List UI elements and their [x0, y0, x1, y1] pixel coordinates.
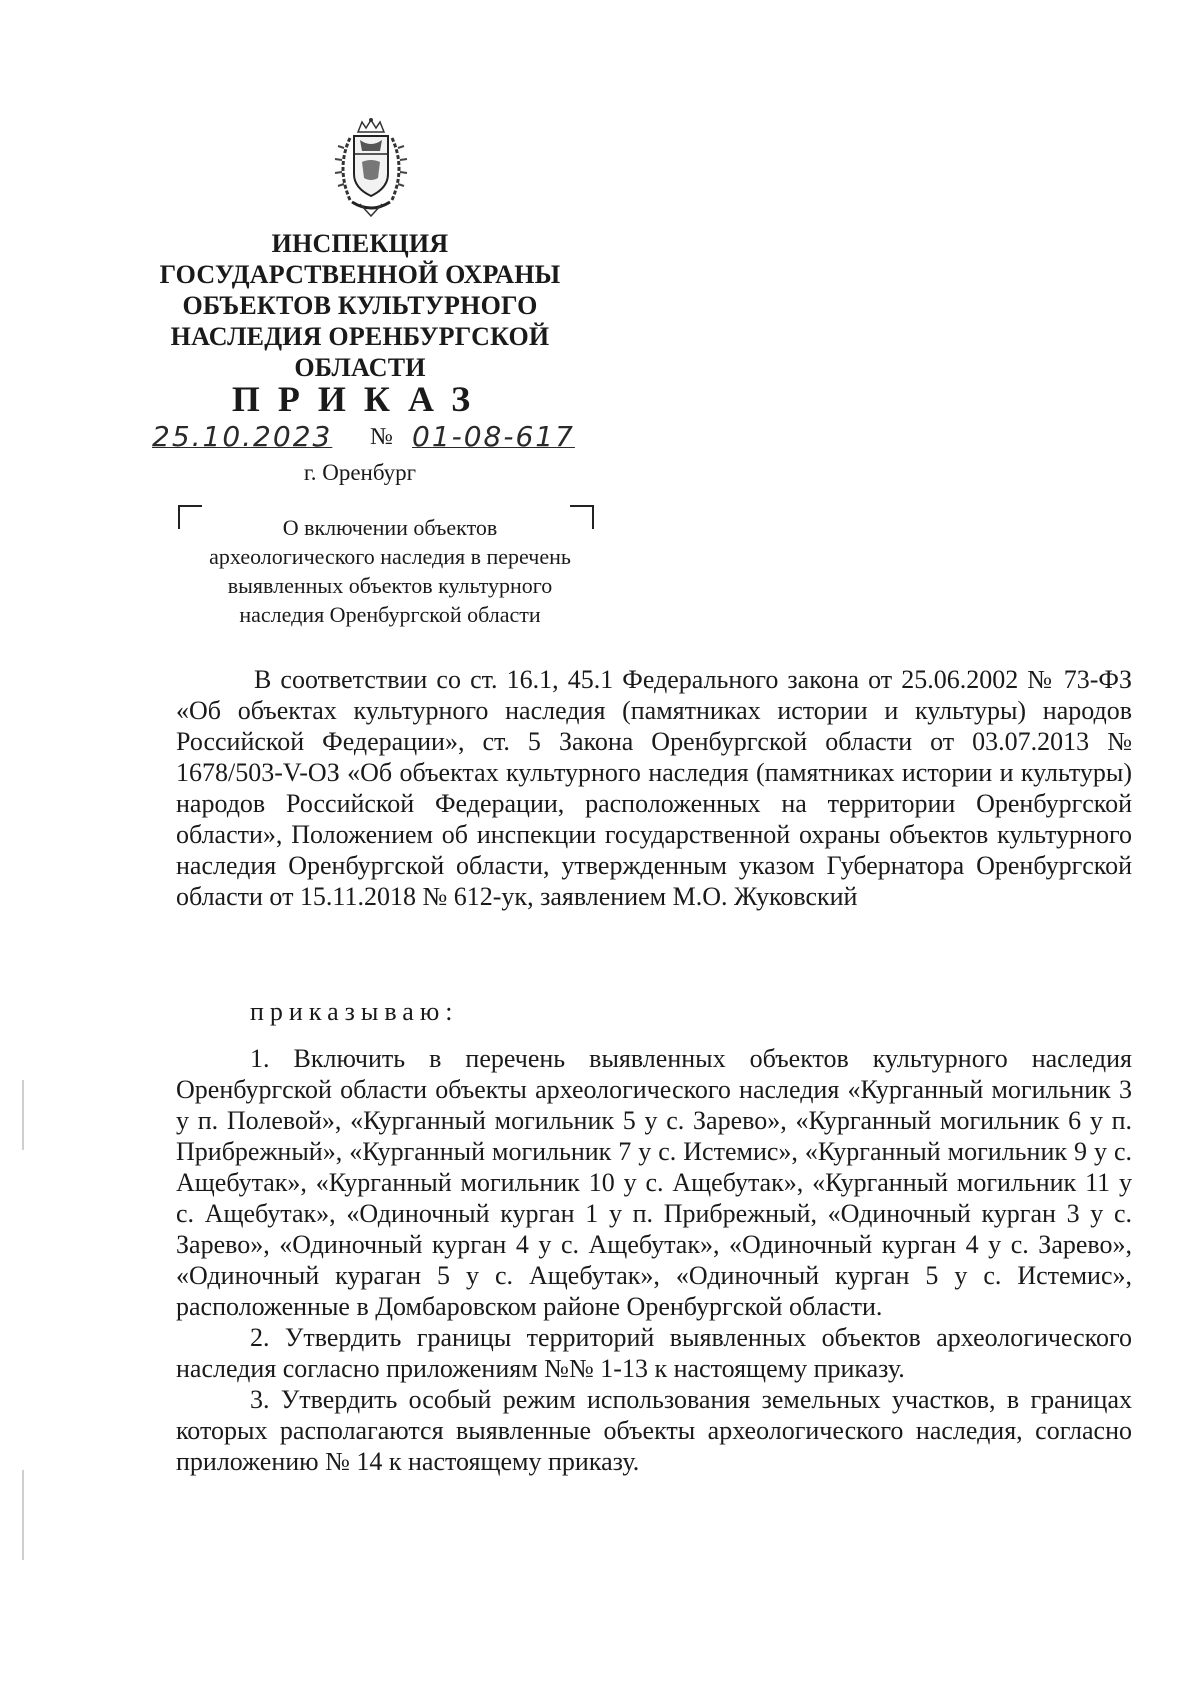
org-line: ГОСУДАРСТВЕННОЙ ОХРАНЫ: [159, 260, 561, 289]
document-type-title: ПРИКАЗ: [231, 379, 489, 419]
subject-line: О включении объектов: [282, 515, 498, 540]
org-line: НАСЛЕДИЯ ОРЕНБУРГСКОЙ: [170, 322, 550, 351]
subject-block: [170, 505, 610, 625]
subject-text: [170, 513, 610, 629]
order-item: 1. Включить в перечень выявленных объектов культурного наследия Оренбургской области объекты археологического наследия «Курганный могильник 3 у п. Полевой», «Курганный могильник 5 у с. Зарево», «Курганный могильник 6 у п. Прибрежный», «Курганный могильник 7 у с. Истемис», «Курганный могильник 9 у с. Ащебутак», «Курганный могильник 10 у с. Ащебутак», «Курганный могильник 11 у с. Ащебутак», «Одиночный курган 1 у п. Прибрежный, «Одиночный курган 3 у с. Зарево», «Одиночный курган 4 у с. Ащебутак», «Одиночный курган 4 у с. Зарево», «Одиночный кураган 5 у с. Ащебутак», «Одиночный курган 5 у с. Истемис», расположенные в Домбаровском районе Оренбургской области.: [176, 1044, 1132, 1321]
order-items: [176, 1043, 1132, 1477]
corner-bracket-right-icon: [570, 505, 594, 529]
preamble-paragraph: В соответствии со ст. 16.1, 45.1 Федерального закона от 25.06.2002 № 73-ФЗ «Об объектах культурного наследия (памятниках истории и культуры) народов Российской Федерации», ст. 5 Закона Оренбургской области от 03.07.2013 № 1678/503-V-ОЗ «Об объектах культурного наследия (памятниках истории и культуры) народов Российской Федерации, расположенных на территории Оренбургской области», Положением об инспекции государственной охраны объектов культурного наследия Оренбургской области, утвержденным указом Губернатора Оренбургской области от 15.11.2018 № 612-ук, заявлением М.О. Жуковский: [176, 665, 1132, 911]
order-word: приказываю:: [250, 997, 459, 1026]
organization-name: [150, 228, 570, 383]
scan-mark: [22, 1080, 24, 1150]
subject-line: выявленных объектов культурного: [227, 573, 553, 598]
scan-mark: [22, 1470, 24, 1560]
date-number-line: [150, 420, 610, 460]
city-line: г. Оренбург: [303, 460, 417, 485]
subject-line: наследия Оренбургской области: [239, 602, 541, 627]
org-line: ОБЪЕКТОВ КУЛЬТУРНОГО: [182, 291, 538, 320]
org-line: ИНСПЕКЦИЯ: [271, 229, 449, 258]
order-item: 3. Утвердить особый режим использования земельных участков, в границах которых располагаются выявленные объекты археологического наследия, согласно приложению № 14 к настоящему приказу.: [176, 1385, 1132, 1476]
org-line: ОБЛАСТИ: [294, 353, 426, 382]
handwritten-date: 25.10.2023: [152, 420, 333, 453]
subject-line: археологического наследия в перечень: [209, 544, 571, 569]
order-item: 2. Утвердить границы территорий выявленных объектов археологического наследия согласно приложениям №№ 1-13 к настоящему приказу.: [176, 1323, 1132, 1383]
orenburg-coat-of-arms-icon: [330, 118, 412, 218]
number-label: №: [370, 424, 393, 450]
handwritten-number: 01-08-617: [412, 420, 575, 453]
